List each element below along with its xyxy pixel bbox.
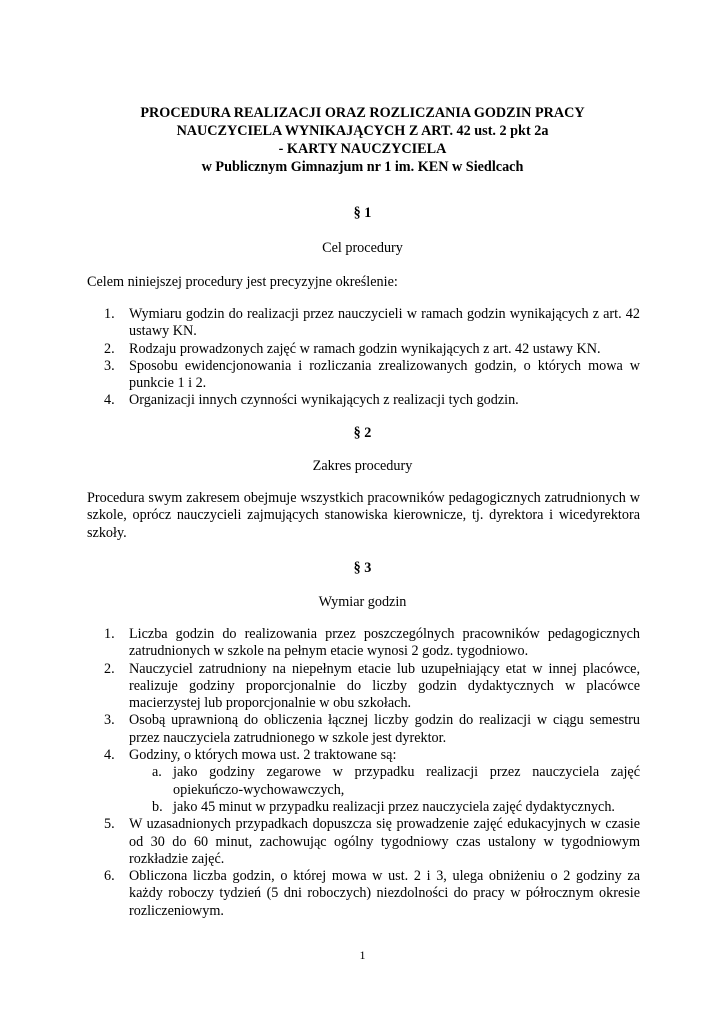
sub-list-item: a. jako godziny zegarowe w przypadku realizacji przez nauczyciela zajęć opiekuńczo-wychowawczych, [152, 764, 640, 798]
section-1-symbol: § 1 [353, 205, 372, 221]
list-item: 1. Wymiaru godzin do realizacji przez nauczycieli w ramach godzin wynikających z art. 42 ustawy KN. [104, 306, 640, 340]
list-item: 3. Sposobu ewidencjonowania i rozliczania zrealizowanych godzin, o których mowa w punkcie 1 i 2. [104, 357, 640, 392]
section-1-heading: Cel procedury [322, 240, 403, 256]
list-item: 2. Nauczyciel zatrudniony na niepełnym etacie lub uzupełniający etat w innej placówce, realizuje godziny proporcjonalnie do liczby godzin dydaktycznych w placówce macierzystej lub proporcjonalnie w obu szkołach. [104, 660, 640, 712]
list-item: 6. Obliczona liczba godzin, o której mowa w ust. 2 i 3, ulega obniżeniu o 2 godziny za każdy roboczy tydzień (5 dni roboczych) niezdolności do pracy w półrocznym okresie rozliczeniowym. [104, 868, 640, 919]
sub-list-item: b. jako 45 minut w przypadku realizacji przez nauczyciela zajęć dydaktycznych. [152, 798, 615, 815]
title-line-2: NAUCZYCIELA WYNIKAJĄCYCH Z ART. 42 ust. 2 pkt 2a [176, 123, 549, 139]
document-title [90, 104, 635, 176]
list-item: 2. Rodzaju prowadzonych zajęć w ramach godzin wynikających z art. 42 ustawy KN. [104, 340, 601, 357]
section-1-intro: Celem niniejszej procedury jest precyzyjne określenie: [87, 274, 398, 290]
page-number: 1 [359, 948, 366, 962]
title-line-1: PROCEDURA REALIZACJI ORAZ ROZLICZANIA GODZIN PRACY [140, 105, 585, 121]
title-line-3: - KARTY NAUCZYCIELA [278, 141, 447, 157]
section-3-symbol: § 3 [353, 560, 372, 576]
list-item: 4. Organizacji innych czynności wynikających z realizacji tych godzin. [104, 392, 519, 409]
section-2-body: Procedura swym zakresem obejmuje wszystkich pracowników pedagogicznych zatrudnionych w szkole, oprócz nauczycieli zajmujących stanowiska kierownicze, tj. dyrektora i wicedyrektora szkoły. [87, 490, 640, 541]
section-3-heading: Wymiar godzin [318, 594, 407, 610]
section-2-heading: Zakres procedury [312, 458, 413, 474]
list-item: 4. Godziny, o których mowa ust. 2 traktowane są: [104, 747, 397, 764]
list-item: 1. Liczba godzin do realizowania przez poszczególnych pracowników pedagogicznych zatrudnionych w szkole na pełnym etacie wynosi 2 godz. tygodniowo. [104, 626, 640, 660]
section-3-list [87, 626, 640, 920]
title-line-4: w Publicznym Gimnazjum nr 1 im. KEN w Siedlcach [201, 159, 524, 175]
list-item: 5. W uzasadnionych przypadkach dopuszcza się prowadzenie zajęć edukacyjnych w czasie od 30 do 60 minut, zachowując ogólny tygodniowy czas ustalony w tygodniowym rozkładzie zajęć. [104, 816, 640, 867]
section-2-symbol: § 2 [353, 425, 372, 441]
list-item: 3. Osobą uprawnioną do obliczenia łącznej liczby godzin do realizacji w ciągu semestru przez nauczyciela zatrudnionego w szkole jest dyrektor. [104, 712, 640, 746]
section-1-list [87, 306, 640, 410]
